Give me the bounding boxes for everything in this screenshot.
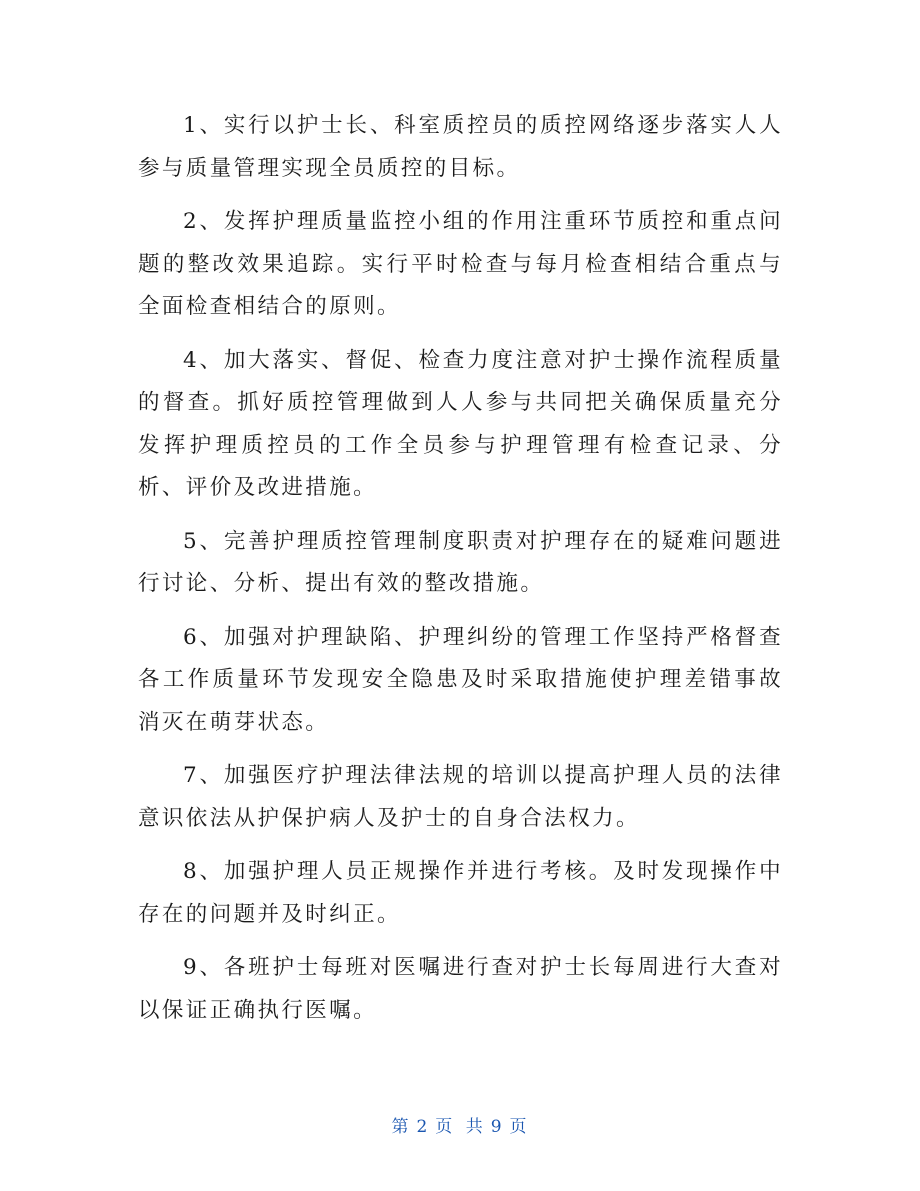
paragraph-6: 6、加强对护理缺陷、护理纠纷的管理工作坚持严格督查各工作质量环节发现安全隐患及时采取措施使护理差错事故消灭在萌芽状态。	[138, 624, 783, 735]
document-body	[138, 105, 783, 1043]
paragraph-8: 8、加强护理人员正规操作并进行考核。及时发现操作中存在的问题并及时纠正。	[138, 859, 783, 927]
paragraph-7: 7、加强医疗护理法律法规的培训以提高护理人员的法律意识依法从护保护病人及护士的自身合法权力。	[138, 763, 783, 831]
paragraph-1: 1、实行以护士长、科室质控员的质控网络逐步落实人人参与质量管理实现全员质控的目标。	[138, 113, 783, 181]
paragraph-2: 2、发挥护理质量监控小组的作用注重环节质控和重点问题的整改效果追踪。实行平时检查与每月检查相结合重点与全面检查相结合的原则。	[138, 209, 783, 319]
page-label-prefix: 第	[391, 1117, 411, 1137]
current-page-number: 2	[416, 1117, 430, 1137]
total-pages-number: 9	[490, 1117, 504, 1137]
page-label-suffix: 页	[509, 1117, 529, 1137]
paragraph-5: 5、完善护理质控管理制度职责对护理存在的疑难问题进行讨论、分析、提出有效的整改措施。	[138, 528, 783, 596]
page-footer	[0, 1112, 920, 1137]
page-label-mid: 页 共	[435, 1117, 485, 1137]
paragraph-9: 9、各班护士每班对医嘱进行查对护士长每周进行大查对以保证正确执行医嘱。	[138, 955, 783, 1023]
paragraph-4: 4、加大落实、督促、检查力度注意对护士操作流程质量的督查。抓好质控管理做到人人参与共同把关确保质量充分发挥护理质控员的工作全员参与护理管理有检查记录、分析、评价及改进措施。	[138, 347, 783, 500]
